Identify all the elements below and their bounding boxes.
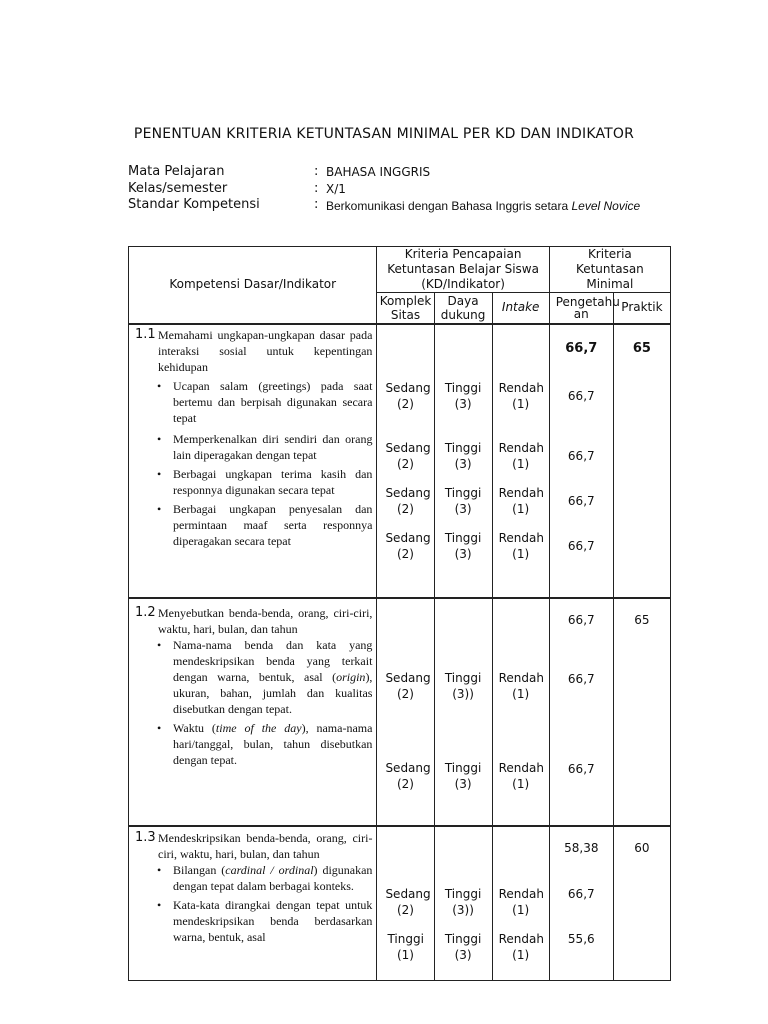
value-text: Tinggi (3) — [444, 530, 482, 561]
header-kd — [129, 247, 377, 324]
kompleksitas-cell — [377, 826, 434, 981]
kd-number: 1.2 — [135, 604, 156, 620]
value-text: Rendah (1) — [498, 931, 544, 962]
meta-label: Kelas/semester — [128, 181, 228, 196]
indicator-list — [129, 637, 376, 768]
header-kriteria-ketuntasan-label: Kriteria Ketuntasan Minimal — [575, 247, 644, 291]
table-row-kd-1-1 — [129, 324, 671, 598]
value-text: Tinggi (3)) — [444, 886, 482, 917]
list-item-text: ), nama-nama hari/tanggal, bulan, tahun disebutkan dengan tepat. — [173, 720, 373, 767]
meta-value: BAHASA INGGRIS — [326, 165, 431, 179]
value-text: Tinggi (3) — [444, 760, 482, 791]
value-text: 66,7 — [567, 538, 595, 553]
header-pengetahuan-label: Pengetahu an — [555, 294, 620, 321]
value-text: 66,7 — [567, 671, 595, 686]
indicator-list — [129, 378, 376, 549]
value-text: Tinggi (1) — [387, 931, 424, 962]
value-text: 66,7 — [567, 886, 595, 901]
value-text: Rendah (1) — [498, 886, 544, 917]
value-text: 55,6 — [567, 931, 595, 946]
kd-cell — [129, 598, 377, 826]
pengetahuan-cell — [549, 598, 613, 826]
list-item-text: Nama-nama benda dan kata yang mendeskripsikan benda yang terkait dengan warna, bentuk, asal ( — [173, 637, 373, 684]
pengetahuan-cell — [549, 324, 613, 598]
header-kriteria-ketuntasan — [549, 247, 670, 293]
document-title: PENENTUAN KRITERIA KETUNTASAN MINIMAL PER KD DAN INDIKATOR — [133, 126, 635, 142]
value-text: Rendah (1) — [498, 760, 544, 791]
value-text: Sedang (2) — [385, 380, 431, 411]
list-item: • Berbagai ungkapan penyesalan dan permintaan maaf serta responnya diperagakan secara tepat — [157, 501, 372, 549]
meta-label: Standar Kompetensi — [128, 197, 260, 212]
list-item — [157, 637, 372, 717]
praktik-cell — [613, 324, 670, 598]
intake-cell — [492, 826, 549, 981]
meta-value — [326, 198, 640, 214]
meta-colon: : — [314, 181, 319, 196]
list-item-italic: cardinal / ordinal — [225, 862, 314, 877]
header-pengetahuan — [549, 293, 620, 324]
value-text: Sedang (2) — [385, 485, 431, 516]
meta-value-italic: Level Novice — [571, 199, 641, 213]
indicator-list — [129, 862, 376, 945]
kkm-pengetahuan-value: 66,7 — [567, 612, 595, 627]
list-item: • Memperkenalkan diri sendiri dan orang lain diperagakan dengan tepat — [157, 431, 372, 463]
header-praktik — [613, 293, 670, 324]
value-text: Rendah (1) — [498, 380, 544, 411]
list-item-text: Bilangan ( — [173, 862, 226, 877]
header-kd-label: Kompetensi Dasar/Indikator — [169, 277, 337, 292]
list-item-italic: origin — [336, 669, 366, 684]
intake-cell — [492, 598, 549, 826]
value-text: Tinggi (3) — [444, 485, 482, 516]
list-item: • Kata-kata dirangkai dengan tepat untuk mendeskripsikan benda berdasarkan warna, bentuk, asal — [157, 897, 372, 945]
list-item-italic: time of the day — [215, 720, 302, 735]
intake-cell — [492, 324, 549, 598]
list-item-text: Waktu ( — [173, 720, 216, 735]
header-kriteria-pencapaian-label: Kriteria Pencapaian Ketuntasan Belajar Siswa (KD/Indikator) — [387, 247, 539, 291]
table-row-kd-1-2 — [129, 598, 671, 826]
header-intake — [492, 293, 549, 324]
kd-number: 1.3 — [135, 829, 156, 845]
list-item: • Berbagai ungkapan terima kasih dan responnya digunakan secara tepat — [157, 466, 372, 498]
header-kompleksitas-label: Komplek Sitas — [379, 293, 432, 322]
kd-text: Mendeskripsikan benda-benda, orang, ciri-ciri, waktu, hari, bulan, dan tahun — [158, 830, 373, 861]
list-item-text: ) digunakan dengan tepat dalam berbagai konteks. — [173, 862, 373, 893]
kd-text: Menyebutkan benda-benda, orang, ciri-ciri, waktu, hari, bulan, dan tahun — [158, 605, 373, 636]
header-praktik-label: Praktik — [621, 300, 663, 315]
value-text: Rendah (1) — [498, 485, 544, 516]
kkm-praktik-value: 65 — [632, 340, 651, 356]
list-item: • Ucapan salam (greetings) pada saat bertemu dan berpisah digunakan secara tepat — [157, 378, 372, 426]
header-kompleksitas — [377, 293, 434, 324]
praktik-cell — [613, 598, 670, 826]
kkm-pengetahuan-value: 66,7 — [565, 340, 598, 356]
daya-dukung-cell — [434, 324, 492, 598]
header-daya-dukung — [434, 293, 492, 324]
value-text: Sedang (2) — [385, 670, 431, 701]
kkm-table — [128, 246, 671, 981]
list-item — [157, 862, 372, 894]
value-text: Sedang (2) — [385, 530, 431, 561]
value-text: Sedang (2) — [385, 440, 431, 471]
value-text: Tinggi (3) — [444, 380, 482, 411]
kd-cell — [129, 826, 377, 981]
value-text: Sedang (2) — [385, 760, 431, 791]
value-text: Rendah (1) — [498, 530, 544, 561]
meta-colon: : — [314, 197, 319, 212]
kkm-pengetahuan-value: 58,38 — [564, 840, 599, 855]
value-text: 66,7 — [567, 761, 595, 776]
header-intake-label: Intake — [501, 300, 540, 315]
pengetahuan-cell — [549, 826, 613, 981]
value-text: Sedang (2) — [385, 886, 431, 917]
meta-value: X/1 — [326, 182, 346, 196]
kkm-praktik-value: 65 — [634, 612, 650, 627]
kompleksitas-cell — [377, 324, 434, 598]
value-text: 66,7 — [567, 388, 595, 403]
value-text: Tinggi (3)) — [444, 670, 482, 701]
kd-number: 1.1 — [135, 326, 156, 342]
value-text: 66,7 — [567, 493, 595, 508]
value-text: Tinggi (3) — [444, 440, 482, 471]
meta-colon: : — [314, 164, 319, 179]
kd-text: Memahami ungkapan-ungkapan dasar pada interaksi sosial untuk kepentingan kehidupan — [158, 327, 373, 374]
value-text: 66,7 — [567, 448, 595, 463]
list-item-text: ), ukuran, bahan, jumlah dan kualitas disebutkan dengan tepat. — [173, 669, 373, 716]
kompleksitas-cell — [377, 598, 434, 826]
meta-value-text: Berkomunikasi dengan Bahasa Inggris setara — [326, 199, 572, 213]
value-text: Rendah (1) — [498, 440, 544, 471]
praktik-cell — [613, 826, 670, 981]
table-row-kd-1-3 — [129, 826, 671, 981]
value-text: Tinggi (3) — [444, 931, 482, 962]
meta-label: Mata Pelajaran — [128, 164, 225, 179]
daya-dukung-cell — [434, 598, 492, 826]
header-daya-dukung-label: Daya dukung — [440, 293, 486, 322]
kkm-praktik-value: 60 — [634, 840, 650, 855]
value-text: Rendah (1) — [498, 670, 544, 701]
header-kriteria-pencapaian — [377, 247, 549, 293]
kd-cell — [129, 324, 377, 598]
list-item — [157, 720, 372, 768]
daya-dukung-cell — [434, 826, 492, 981]
